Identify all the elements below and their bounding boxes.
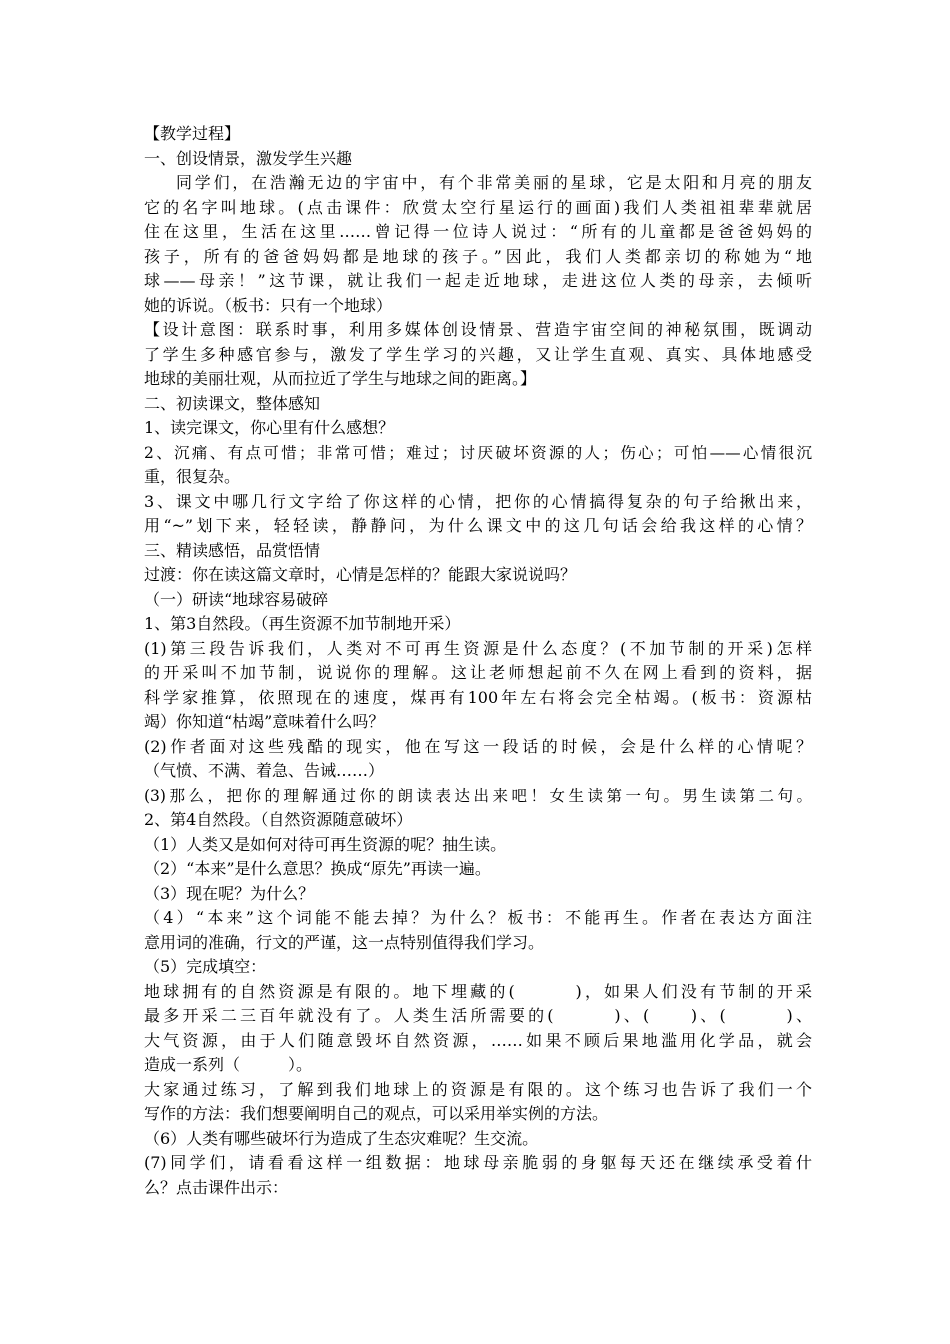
paragraph-line: 孩子，所有的爸爸妈妈都是地球的孩子。”因此，我们人类都亲切的称她为“地 bbox=[144, 246, 812, 266]
fill-in-line: 造成一系列（ ）。 bbox=[144, 1055, 313, 1074]
list-item: 重，很复杂。 bbox=[144, 467, 241, 486]
list-item: 意用词的准确，行文的严谨，这一点特别值得我们学习。 bbox=[144, 932, 545, 952]
paragraph-line: 她的诉说。（板书：只有一个地球） bbox=[144, 295, 393, 315]
list-item: （1）人类又是如何对待可再生资源的呢？抽生读。 bbox=[144, 834, 507, 854]
list-item: （2）“本来”是什么意思？换成“原先”再读一遍。 bbox=[144, 859, 491, 878]
paragraph-line: 写作的方法：我们想要阐明自己的观点，可以采用举实例的方法。 bbox=[144, 1104, 609, 1123]
paragraph-line: 它的名字叫地球。(点击课件：欣赏太空行星运行的画面)我们人类祖祖辈辈就居 bbox=[144, 197, 812, 217]
design-intent-line: 地球的美丽壮观，从而拉近了学生与地球之间的距离。】 bbox=[144, 369, 537, 388]
fill-in-line: 大气资源，由于人们随意毁坏自然资源，……如果不顾后果地滥用化学品，就会 bbox=[144, 1030, 812, 1050]
list-item: 科学家推算，依照现在的速度，煤再有100年左右将会完全枯竭。(板书：资源枯 bbox=[144, 687, 812, 707]
list-item: （4）“本来”这个词能不能去掉？为什么？板书：不能再生。作者在表达方面注 bbox=[144, 908, 812, 927]
list-item: （气愤、不满、着急、告诫……） bbox=[144, 761, 385, 780]
list-item: 1、读完课文，你心里有什么感想？ bbox=[144, 418, 395, 437]
section-heading-two: 二、初读课文，整体感知 bbox=[144, 393, 321, 413]
list-item: 的开采叫不加节制，说说你的理解。这让老师想起前不久在网上看到的资料，据 bbox=[144, 663, 812, 682]
document-page bbox=[144, 122, 812, 1200]
list-item: （5）完成填空： bbox=[144, 957, 267, 976]
section-heading-three: 三、精读感悟，品赏悟情 bbox=[144, 540, 321, 560]
list-item: 2、第4自然段。（自然资源随意破坏） bbox=[144, 810, 413, 829]
list-item: 用“~”划下来，轻轻读，静静问，为什么课文中的这几句话会给我这样的心情？ bbox=[144, 516, 812, 535]
list-item: （3）现在呢？为什么？ bbox=[144, 883, 315, 903]
paragraph-line: 过渡：你在读这篇文章时，心情是怎样的？能跟大家说说吗？ bbox=[144, 565, 577, 584]
list-item: （6）人类有哪些破坏行为造成了生态灾难呢？生交流。 bbox=[144, 1128, 539, 1148]
list-item: 3、课文中哪几行文字给了你这样的心情，把你的心情搞得复杂的句子给揪出来， bbox=[144, 491, 812, 511]
section-heading-one: 一、创设情景，激发学生兴趣 bbox=[144, 148, 353, 168]
list-item: 竭）你知道“枯竭”意味着什么吗？ bbox=[144, 712, 385, 731]
list-item: 2、沉痛、有点可惜；非常可惜；难过；讨厌破坏资源的人；伤心；可怕——心情很沉 bbox=[144, 443, 812, 462]
paragraph-line: 大家通过练习，了解到我们地球上的资源是有限的。这个练习也告诉了我们一个 bbox=[144, 1079, 812, 1099]
list-item: 1、第3自然段。（再生资源不加节制地开采） bbox=[144, 614, 461, 633]
subsection-heading: （一）研读“地球容易破碎 bbox=[144, 589, 329, 609]
list-item: (7)同学们，请看看这样一组数据：地球母亲脆弱的身躯每天还在继续承受着什 bbox=[144, 1153, 812, 1172]
list-item: (2)作者面对这些残酷的现实，他在写这一段话的时候，会是什么样的心情呢？ bbox=[144, 736, 812, 756]
section-heading-teaching-process: 【教学过程】 bbox=[144, 124, 241, 143]
fill-in-line: 最多开采二三百年就没有了。人类生活所需要的( )、( )、( )、 bbox=[144, 1006, 812, 1025]
design-intent-line: 【设计意图：联系时事，利用多媒体创设情景、营造宇宙空间的神秘氛围，既调动 bbox=[144, 320, 812, 339]
design-intent-line: 了学生多种感官参与，激发了学生学习的兴趣，又让学生直观、真实、具体地感受 bbox=[144, 344, 812, 364]
fill-in-line: 地球拥有的自然资源是有限的。地下埋藏的( )，如果人们没有节制的开采 bbox=[144, 981, 812, 1001]
list-item: (3)那么，把你的理解通过你的朗读表达出来吧！女生读第一句。男生读第二句。 bbox=[144, 786, 812, 805]
paragraph-line: 住在这里，生活在这里……曾记得一位诗人说过：“所有的儿童都是爸爸妈妈的 bbox=[144, 222, 812, 241]
list-item: (1)第三段告诉我们，人类对不可再生资源是什么态度？(不加节制的开采)怎样 bbox=[144, 638, 812, 658]
list-item: 么？点击课件出示： bbox=[144, 1177, 289, 1197]
paragraph-line: 球——母亲！”这节课，就让我们一起走近地球，走进这位人类的母亲，去倾听 bbox=[144, 271, 812, 290]
paragraph-line: 同学们，在浩瀚无边的宇宙中，有个非常美丽的星球，它是太阳和月亮的朋友 bbox=[176, 173, 812, 192]
